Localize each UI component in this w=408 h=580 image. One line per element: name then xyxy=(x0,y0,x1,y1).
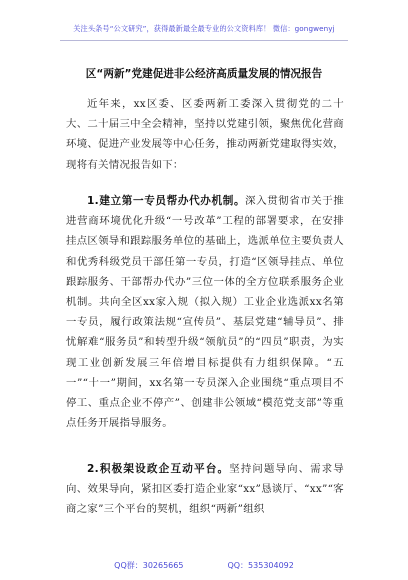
document-title: 区“两新”党建促进非公经济高质量发展的情况报告 xyxy=(85,68,323,80)
intro-paragraph: 近年来，xx区委、区委两新工委深入贯彻党的二十大、二十届三中全会精神，坚持以党建引领，聚焦优化营商环境、促进产业发展等中心任务，推动两新党建取得实效，现将有关情况报告如下： xyxy=(66,98,344,171)
header-banner: 关注头条号“公文研究”，获得最新最全最专业的公文资料库！ 微信：gongwenyj xyxy=(73,24,335,33)
section-1-paragraph xyxy=(66,191,344,433)
footer-qq-group: QQ群：30265665 xyxy=(114,561,184,570)
header-divider xyxy=(60,40,348,41)
section-1-text: 深入贯彻省市关于推进营商环境优化升级“一号改革”工程的部署要求，在安排挂点区领导和跟踪服务单位的基础上，选派单位主要负责人和优秀科级党员干部任第一专员，打造“区领导挂点、单位跟踪服务、干部帮办代办”三位一体的全方位联系服务企业机制。共向全区xx家入规（拟入规）工业企业选派xx名第一专员，履行政策法规“宣传员”、基层党建“辅导员”、排忧解难“服务员”和转型升级“领航员”的“四员”职责，为实现工业创新发展三年倍增目标提供有力组织保障。“五一”“十一”期间，xx名第一专员深入企业围绕“重点项目不停工、重点企业不停产”、创建非公领域“模范党支部”等重点任务开展指导服务。 xyxy=(66,195,344,430)
footer-contact xyxy=(0,560,408,571)
section-2-text: 坚持问题导向、需求导向、效果导向，紧扣区委打造企业家“xx”恳谈厅、“xx”“客商之家”三个平台的契机，组织“两新”组织 xyxy=(66,463,344,516)
section-2-paragraph xyxy=(66,459,344,520)
footer-qq-number: QQ：535304092 xyxy=(227,561,294,570)
section-2-heading: 2.积极架设政企互动平台。 xyxy=(87,463,230,475)
section-1-heading: 1.建立第一专员帮办代办机制。 xyxy=(87,195,246,207)
